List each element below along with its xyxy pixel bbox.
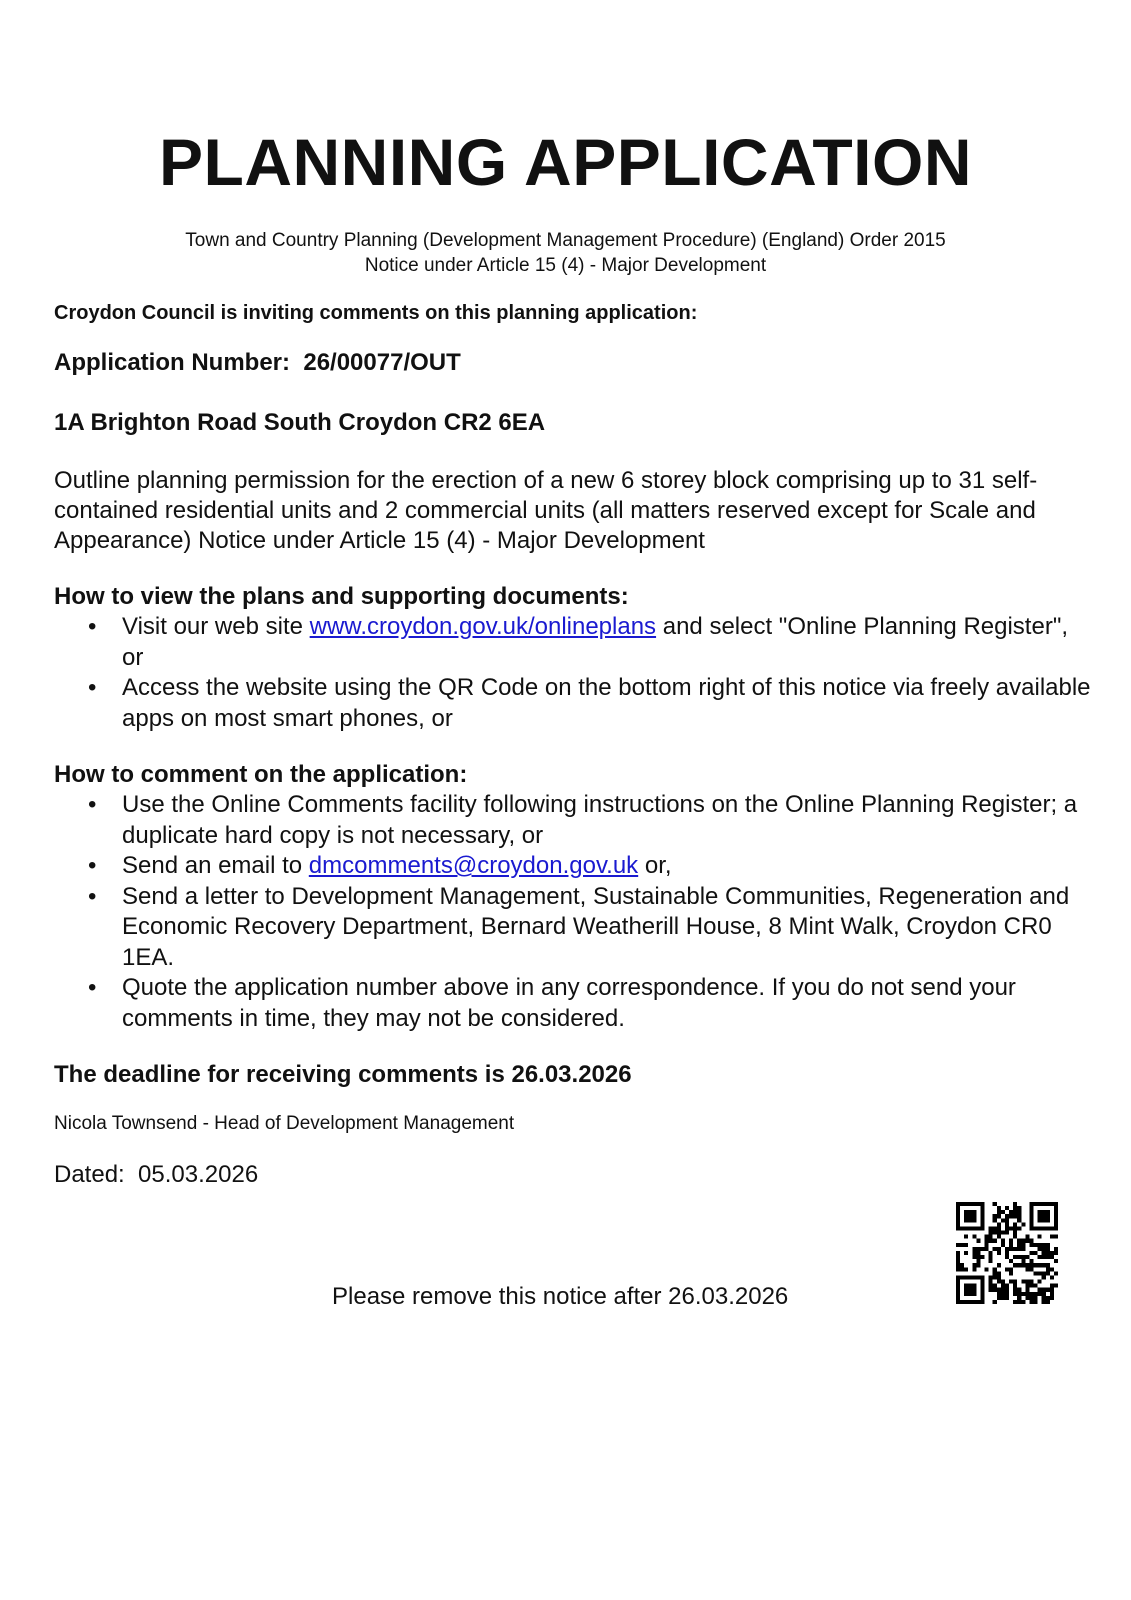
- email-link[interactable]: dmcomments@croydon.gov.uk: [308, 852, 639, 879]
- bullet-text: Use the Online Comments facility following instructions on the Online Planning Register; a duplicate hard copy is not necessary, or: [122, 791, 1078, 849]
- list-item: [88, 612, 1094, 673]
- subtitle-line-1: Town and Country Planning (Development Management Procedure) (England) Order 2015: [185, 230, 946, 251]
- qr-code-icon[interactable]: [956, 1202, 1058, 1304]
- site-address: 1A Brighton Road South Croydon CR2 6EA: [54, 409, 546, 436]
- bullet-text: or,: [638, 852, 672, 879]
- invite-text: Croydon Council is inviting comments on this planning application:: [54, 302, 698, 324]
- list-item: [88, 851, 1094, 882]
- bullet-glyph: •: [88, 613, 97, 640]
- comment-heading: How to comment on the application:: [54, 761, 468, 788]
- bullet-text: Visit our web site: [122, 613, 310, 640]
- list-item: [88, 673, 1094, 734]
- bullet-glyph: •: [88, 674, 97, 701]
- view-plans-heading: How to view the plans and supporting documents:: [54, 583, 629, 610]
- bullet-glyph: •: [88, 852, 97, 879]
- view-plans-list: [54, 612, 1094, 734]
- page-title: PLANNING APPLICATION: [159, 125, 972, 199]
- bullet-glyph: •: [88, 882, 97, 910]
- comment-list: [54, 790, 1094, 1034]
- bullet-text: and select "Online Planning Register", or: [122, 613, 1068, 671]
- date-text: Dated: 05.03.2026: [54, 1161, 259, 1188]
- application-number: Application Number: 26/00077/OUT: [54, 349, 461, 376]
- bullet-text: Access the website using the QR Code on the bottom right of this notice via freely available apps on most smart phones, or: [122, 674, 1091, 732]
- bullet-glyph: •: [88, 974, 97, 1001]
- proposal-description: Outline planning permission for the erection of a new 6 storey block comprising up to 31 self-contained residential units and 2 commercial units (all matters reserved except for Scale and Appearance) Notice under Article 15 (4) - Major Development: [54, 467, 1038, 554]
- notice-body: [54, 300, 1094, 1190]
- subtitle-line-2: Notice under Article 15 (4) - Major Development: [364, 255, 767, 276]
- bullet-text: Quote the application number above in any correspondence. If you do not send your comments in time, they may not be considered.: [122, 974, 1016, 1032]
- bullet-text: Send an email to: [122, 852, 309, 879]
- removal-instruction: Please remove this notice after 26.03.2026: [332, 1283, 789, 1310]
- list-item: [88, 973, 1094, 1034]
- list-item: [88, 790, 1094, 851]
- online-plans-link[interactable]: www.croydon.gov.uk/onlineplans: [309, 613, 657, 640]
- bullet-text: Send a letter to Development Management, Sustainable Communities, Regeneration and Economic Recovery Department, Bernard Weatherill House, 8 Mint Walk, Croydon CR0 1EA.: [122, 882, 1070, 971]
- deadline-text: The deadline for receiving comments is 26.03.2026: [54, 1061, 632, 1088]
- legislation-subtitle: [0, 228, 1131, 278]
- signatory: Nicola Townsend - Head of Development Management: [54, 1113, 515, 1134]
- list-item: [88, 882, 1094, 974]
- bullet-glyph: •: [88, 791, 97, 818]
